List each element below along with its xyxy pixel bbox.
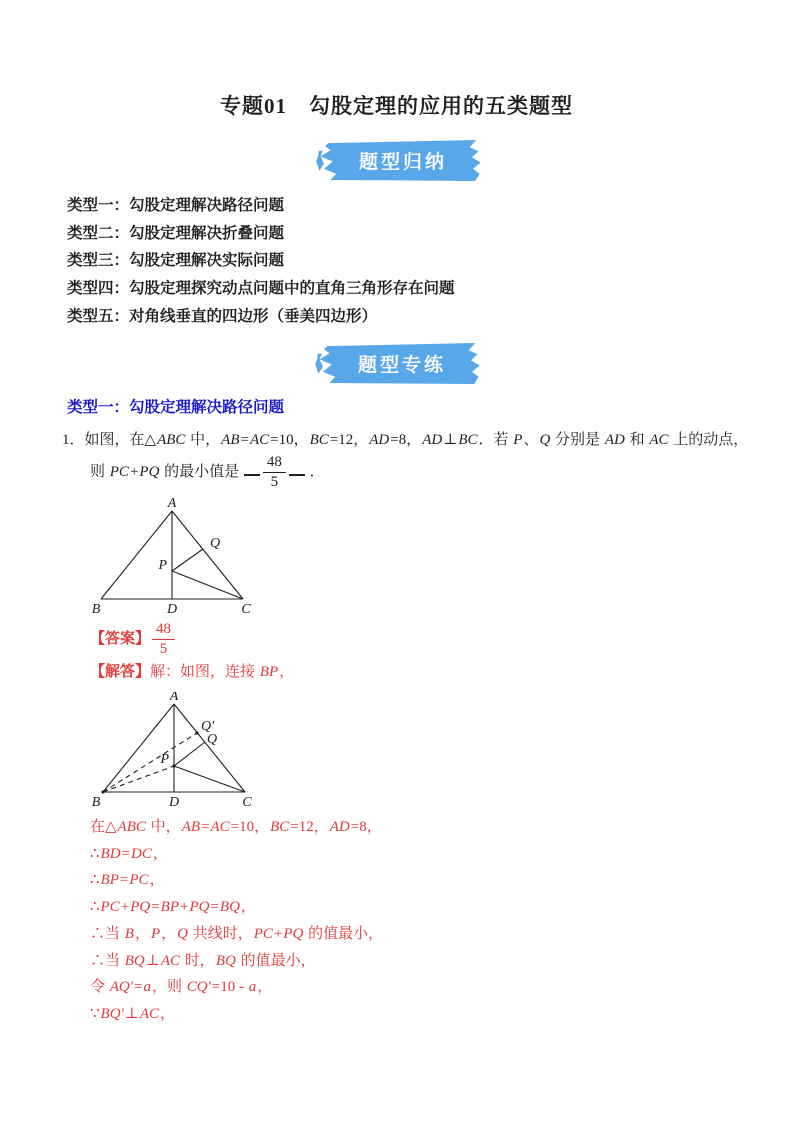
label-B: B — [91, 602, 101, 617]
answer-label: 【答案】 — [90, 631, 151, 647]
banner-label: 题型专练 — [357, 355, 446, 376]
type-item-4: 类型四：勾股定理探究动点问题中的直角三角形存在问题 — [67, 280, 455, 298]
solution-step-8: ∵BQ'⊥AC， — [90, 1005, 176, 1022]
label-P: P — [158, 558, 167, 573]
fraction-numerator: 48 — [152, 621, 175, 640]
type-item-2: 类型二：勾股定理解决折叠问题 — [67, 224, 285, 242]
label-Q: Q — [210, 536, 221, 551]
type-item-5: 类型五：对角线垂直的四边形（垂美四边形） — [67, 307, 378, 325]
solution-steps — [90, 814, 383, 1028]
blank-fraction — [263, 454, 286, 492]
answer-fraction — [152, 621, 175, 659]
label-A: A — [167, 497, 177, 511]
type-item-1: 类型一：勾股定理解决路径问题 — [67, 197, 285, 214]
problem-statement-line1 — [62, 428, 762, 449]
problem-text-continued: 则 PC+PQ 的最小值是 — [90, 464, 243, 480]
label-D: D — [168, 795, 180, 810]
solution-step-5: ∴当 B，P，Q 共线时，PC+PQ 的值最小， — [90, 925, 384, 942]
triangle-diagram-2 — [86, 692, 271, 812]
point-B-dot — [101, 790, 104, 793]
label-C: C — [241, 602, 251, 617]
point-P-dot — [172, 764, 175, 767]
answer-row — [90, 618, 177, 660]
solution-label: 【解答】 — [90, 664, 151, 680]
label-P: P — [160, 752, 169, 767]
triangle-diagram-1 — [88, 497, 273, 617]
banner-type-practice — [313, 342, 483, 385]
type-item-3: 类型三：勾股定理解决实际问题 — [67, 252, 285, 270]
problem-statement-line2 — [90, 450, 325, 494]
solution-intro-text: 解：如图，连接 BP， — [150, 664, 295, 680]
sentence-period: ． — [309, 464, 325, 480]
solution-step-6: ∴当 BQ⊥AC 时，BQ 的值最小， — [90, 952, 316, 969]
solution-intro — [90, 660, 294, 681]
fraction-denominator: 5 — [270, 474, 279, 491]
label-Qprime: Q' — [201, 719, 215, 734]
label-D: D — [166, 602, 178, 617]
dashed-BQprime — [103, 733, 197, 792]
solution-step-2: ∴BD=DC， — [90, 845, 168, 862]
solution-step-1: 在△ABC 中，AB=AC=10，BC=12，AD=8， — [90, 819, 382, 835]
segment-PQ — [174, 742, 205, 766]
banner-label: 题型归纳 — [358, 152, 447, 173]
segment-PQ — [172, 549, 203, 571]
page-title: 专题01 勾股定理的应用的五类题型 — [220, 94, 573, 118]
solution-step-4: ∴PC+PQ=BP+PQ=BQ， — [90, 899, 256, 916]
label-A: A — [169, 692, 179, 704]
figure-solution-triangle — [86, 692, 271, 817]
type-list — [67, 192, 455, 331]
answer-blank-underline — [244, 472, 260, 476]
solution-step-3: ∴BP=PC， — [90, 872, 165, 889]
label-C: C — [242, 795, 252, 810]
label-Q: Q — [207, 732, 218, 747]
problem-text: 如图，在△ABC 中，AB=AC=10，BC=12，AD=8，AD⊥BC．若 P、Q 分别是 AD 和 AC 上的动点， — [84, 432, 749, 448]
point-Qprime-dot — [195, 731, 198, 734]
figure-problem-triangle — [88, 497, 273, 622]
answer-blank-underline — [289, 472, 305, 476]
section-heading: 类型一：勾股定理解决路径问题 — [67, 399, 285, 416]
fraction-numerator: 48 — [263, 454, 286, 473]
side-AC — [172, 511, 243, 599]
fraction-denominator: 5 — [159, 641, 168, 658]
label-B: B — [91, 795, 101, 810]
banner-type-induction — [314, 139, 484, 182]
side-AB — [101, 511, 172, 599]
problem-number: 1． — [62, 432, 85, 448]
solution-step-7: 令 AQ'=a，则 CQ'=10 - a， — [90, 979, 273, 996]
